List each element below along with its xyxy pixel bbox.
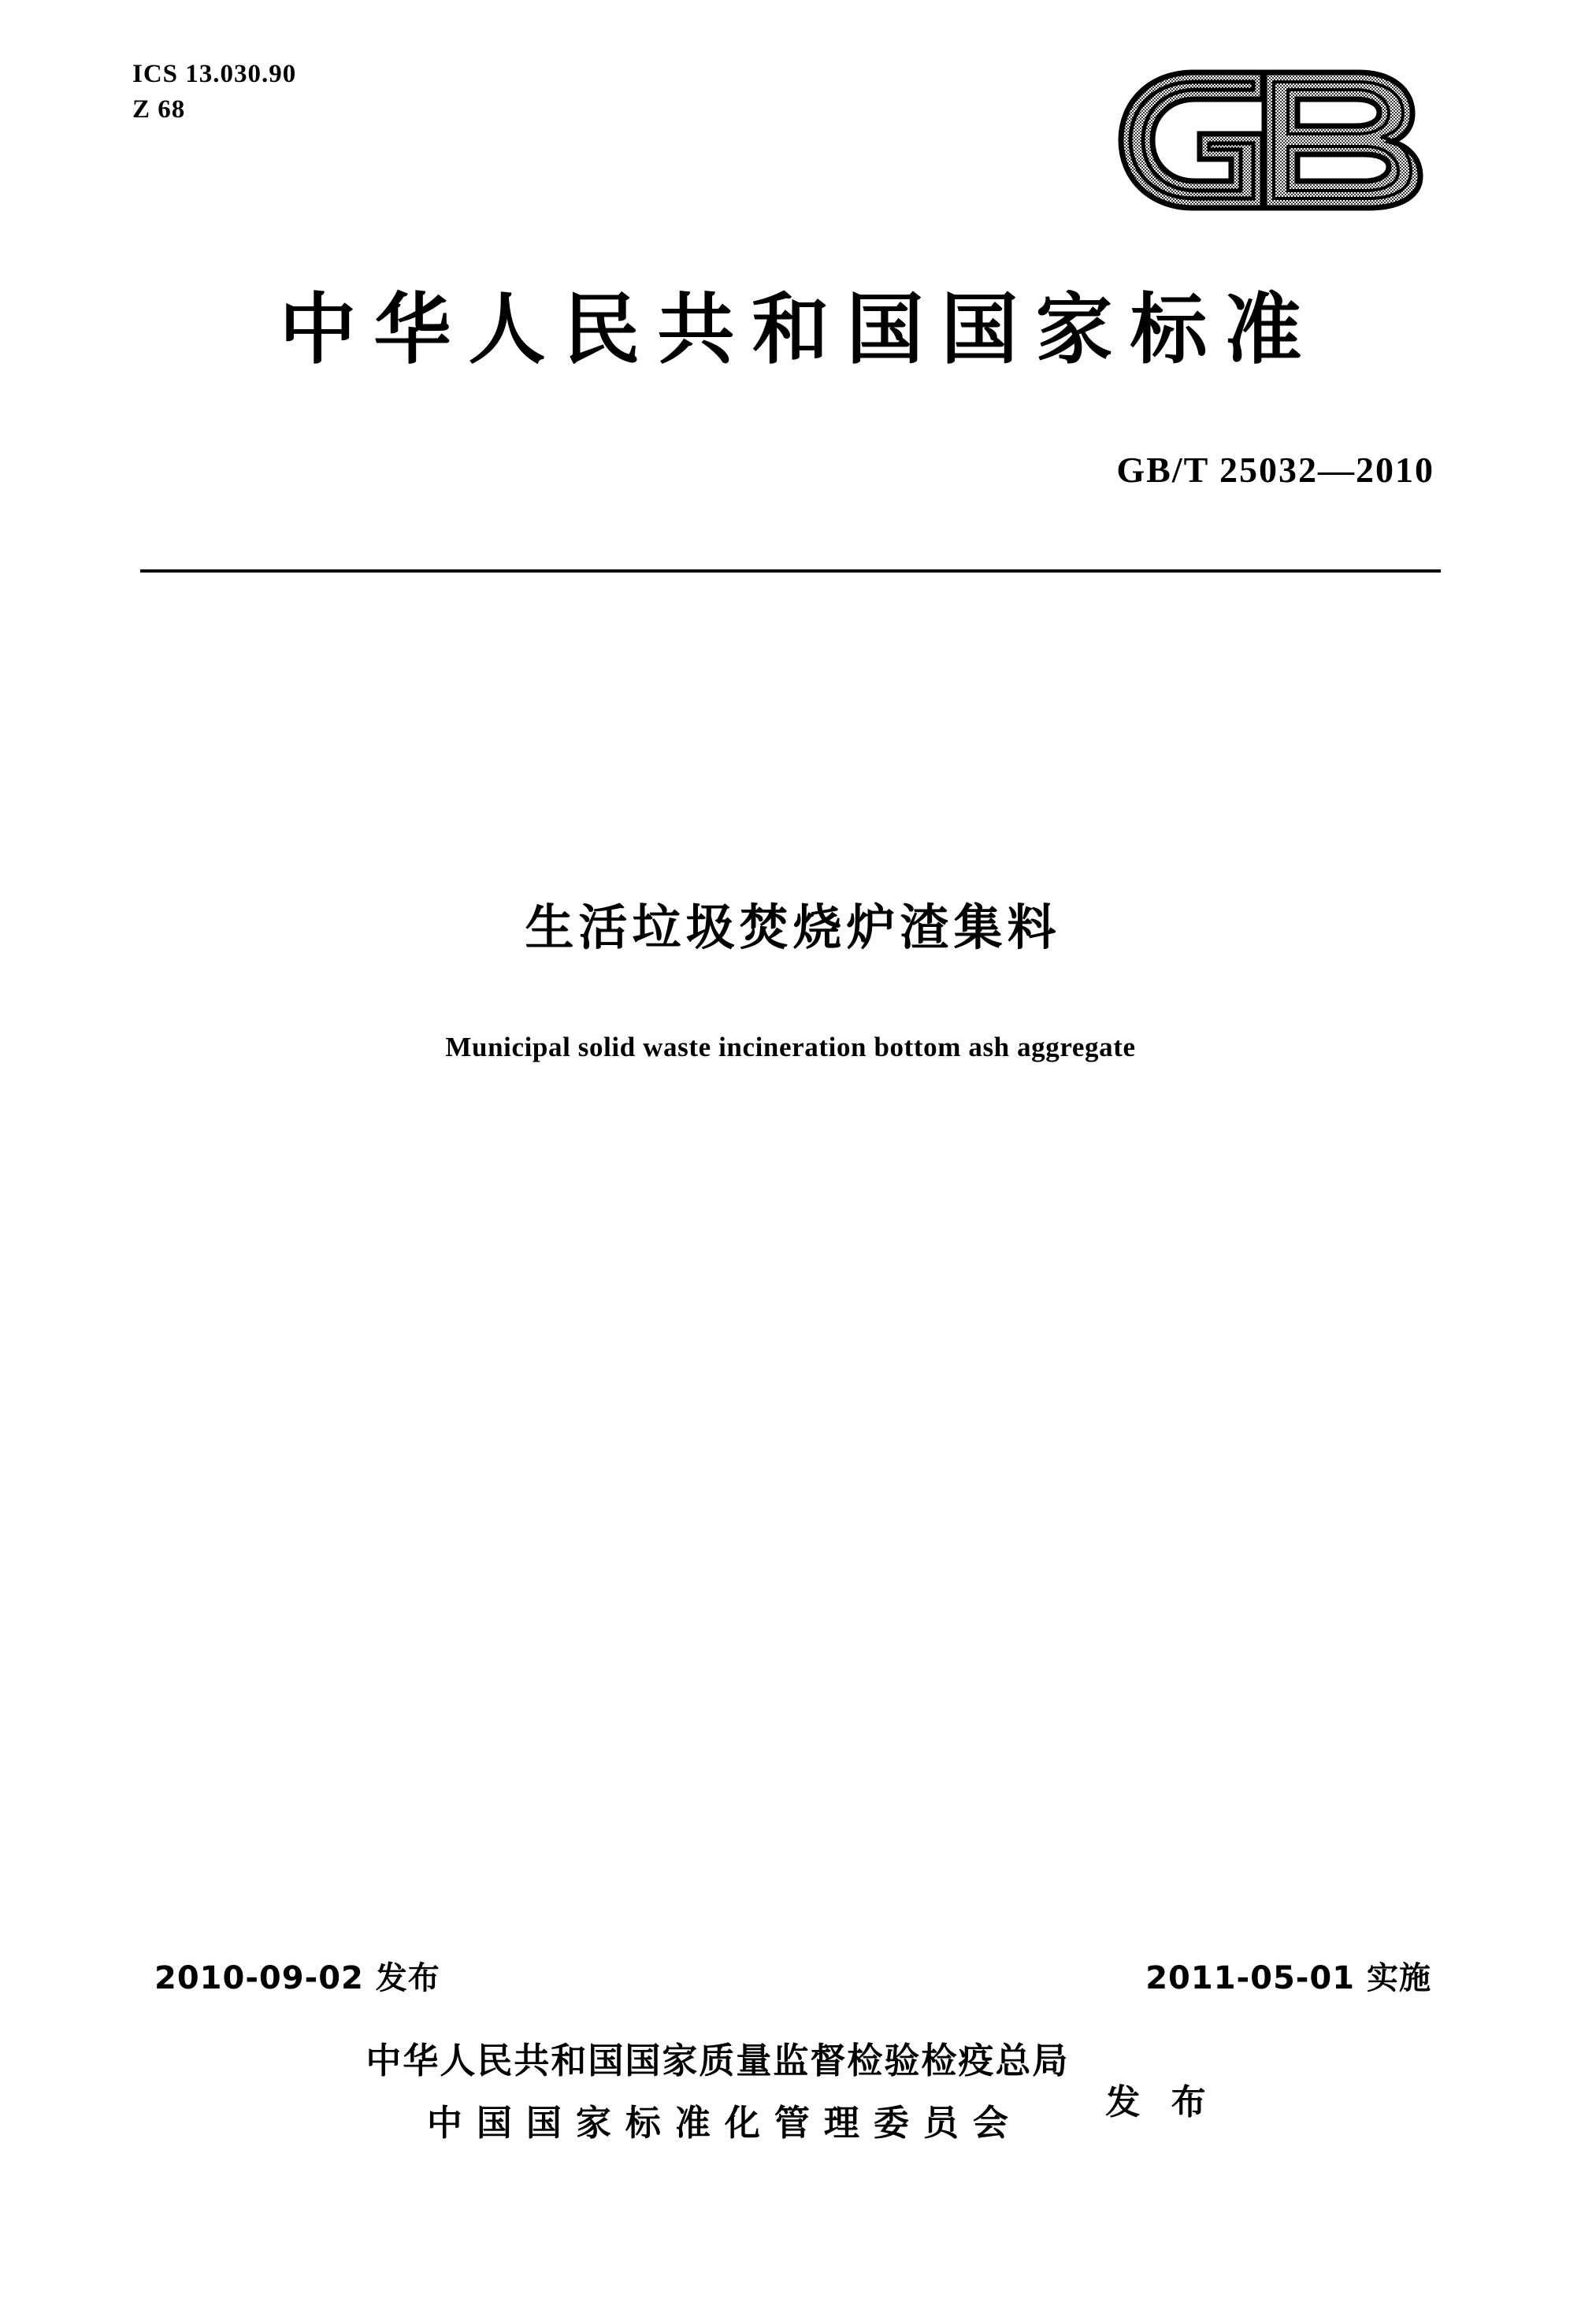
issuer-organization-2: 中国国家标准化管理委员会 <box>426 2102 1022 2144</box>
gb-logo-icon <box>1108 61 1439 219</box>
standard-number: GB/T 25032—2010 <box>1116 450 1434 490</box>
issuer-publish-label: 发 布 <box>1105 2082 1215 2122</box>
issuer-names <box>366 2032 1069 2145</box>
issuer-block <box>0 2032 1581 2145</box>
ics-code-block <box>132 57 296 127</box>
classification-code: Z 68 <box>132 95 186 124</box>
implementation-date: 2011-05-01 实施 <box>1145 1960 1431 1996</box>
ics-code: ICS 13.030.90 <box>132 60 297 88</box>
issue-date: 2010-09-02 发布 <box>154 1960 440 1996</box>
issuer-organization-1: 中华人民共和国国家质量监督检验检疫总局 <box>366 2040 1070 2081</box>
page-title: 中华人民共和国国家标准 <box>279 285 1319 375</box>
horizontal-divider <box>140 569 1441 573</box>
standard-title-chinese: 生活垃圾焚烧炉渣集料 <box>525 899 1061 956</box>
standard-title-english: Municipal solid waste incineration bottom ash aggregate <box>445 1032 1136 1062</box>
